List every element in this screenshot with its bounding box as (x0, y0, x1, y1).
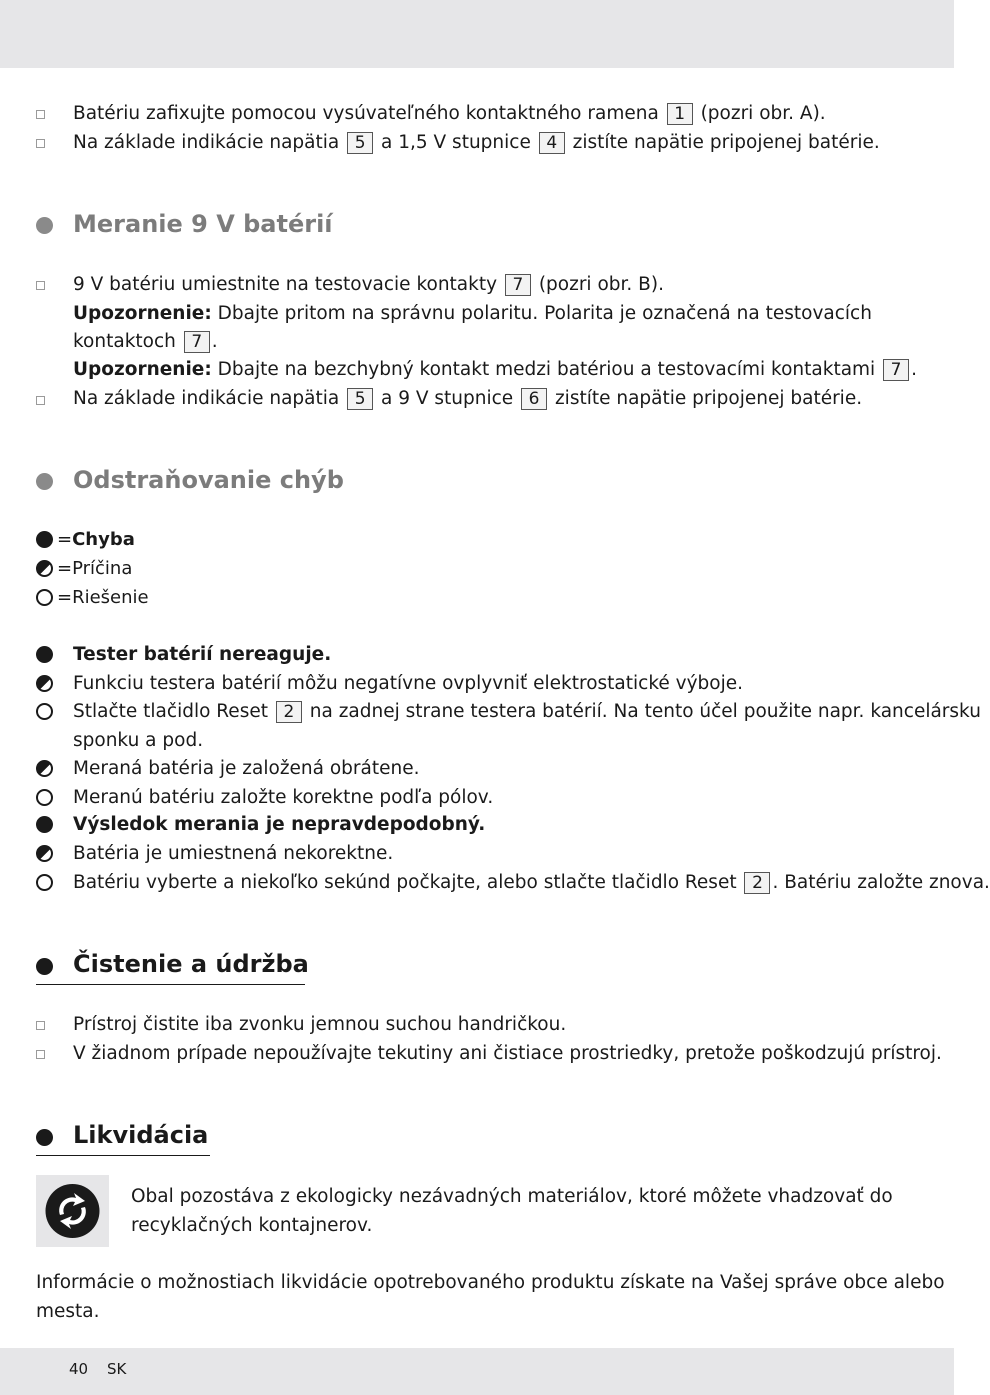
solution-1: Stlačte tlačidlo Reset 2 na zadnej strane testera batérií. Na tento účel použite napr. kancelársku (73, 701, 981, 722)
ref-box: 7 (505, 274, 531, 296)
cause-dot-icon (36, 675, 53, 692)
language-code: SK (107, 1360, 127, 1378)
green-dot-recycling-icon (36, 1175, 109, 1247)
ref-box: 5 (347, 388, 373, 410)
ref-box: 4 (539, 132, 565, 154)
solution-1-cont: sponku a pod. (73, 730, 204, 751)
title-underline (36, 1155, 210, 1156)
ref-box: 1 (667, 103, 693, 125)
solution-dot-icon (36, 703, 53, 720)
ref-box: 6 (521, 388, 547, 410)
bullet-square-icon (36, 396, 45, 405)
legend-solution: =Riešenie (57, 587, 149, 608)
section-bullet-icon (36, 473, 53, 490)
page-number: 40 (69, 1360, 89, 1378)
section-bullet-icon (36, 1129, 53, 1146)
cause-3: Batéria je umiestnená nekorektne. (73, 843, 394, 864)
solution-2: Meranú batériu založte korektne podľa pólov. (73, 787, 494, 808)
legend-cause: =Príčina (57, 558, 133, 579)
cause-1: Funkciu testera batérií môžu negatívne ovplyvniť elektrostatické výboje. (73, 673, 744, 694)
cause-2: Meraná batéria je založená obrátene. (73, 758, 420, 779)
legend-error: =Chyba (57, 529, 135, 550)
bullet-square-icon (36, 139, 45, 148)
solution-dot-icon (36, 589, 53, 606)
9v-line-1: 9 V batériu umiestnite na testovacie kontakty 7 (pozri obr. B). (73, 274, 664, 295)
bullet-square-icon (36, 1021, 45, 1030)
section-bullet-icon (36, 217, 53, 234)
intro-line-1: Batériu zafixujte pomocou vysúvateľného kontaktného ramena 1 (pozri obr. A). (73, 103, 826, 124)
solution-dot-icon (36, 874, 53, 891)
cleaning-line-1: Prístroj čistite iba zvonku jemnou suchou handričkou. (73, 1014, 567, 1035)
9v-note-2: Upozornenie: Dbajte na bezchybný kontakt medzi batériou a testovacími kontaktami 7 . (73, 359, 917, 380)
bullet-square-icon (36, 110, 45, 119)
ref-box: 2 (276, 701, 302, 723)
section-title-troubleshooting: Odstraňovanie chýb (73, 466, 344, 494)
intro-line-2: Na základe indikácie napätia 5 a 1,5 V stupnice 4 zistíte napätie pripojenej batérie. (73, 132, 880, 153)
cause-dot-icon (36, 760, 53, 777)
footer-band (0, 1348, 954, 1395)
ref-box: 7 (184, 331, 210, 353)
section-bullet-icon (36, 958, 53, 975)
solution-3: Batériu vyberte a niekoľko sekúnd počkajte, alebo stlačte tlačidlo Reset 2 . Batériu založte znova. (73, 872, 990, 893)
section-title-cleaning: Čistenie a údržba (73, 950, 309, 978)
error-2: Výsledok merania je nepravdepodobný. (73, 814, 486, 835)
solution-dot-icon (36, 789, 53, 806)
bullet-square-icon (36, 1050, 45, 1059)
header-band (0, 0, 954, 68)
bullet-square-icon (36, 281, 45, 290)
error-1: Tester batérií nereaguje. (73, 644, 332, 665)
error-dot-icon (36, 531, 53, 548)
error-dot-icon (36, 646, 53, 663)
9v-line-2: Na základe indikácie napätia 5 a 9 V stupnice 6 zistíte napätie pripojenej batérie. (73, 388, 863, 409)
cleaning-line-2: V žiadnom prípade nepoužívajte tekutiny ani čistiace prostriedky, pretože poškodzujú prístroj. (73, 1043, 942, 1064)
cause-dot-icon (36, 845, 53, 862)
section-title-9v: Meranie 9 V batérií (73, 210, 333, 238)
cause-dot-icon (36, 560, 53, 577)
disposal-para-1: Obal pozostáva z ekologicky nezávadných materiálov, ktoré môžete vhadzovať do recyklačných kontajnerov. (131, 1186, 893, 1236)
disposal-para-2: Informácie o možnostiach likvidácie opotrebovaného produktu získate na Vašej správe obce alebo mesta. (36, 1272, 945, 1322)
9v-note-1: Upozornenie: Dbajte pritom na správnu polaritu. Polarita je označená na testovacích (73, 303, 872, 324)
ref-box: 2 (744, 872, 770, 894)
ref-box: 7 (883, 359, 909, 381)
ref-box: 5 (347, 132, 373, 154)
section-title-disposal: Likvidácia (73, 1121, 209, 1149)
error-dot-icon (36, 816, 53, 833)
title-underline (36, 984, 305, 985)
9v-note-1-cont: kontaktoch 7 . (73, 331, 218, 352)
